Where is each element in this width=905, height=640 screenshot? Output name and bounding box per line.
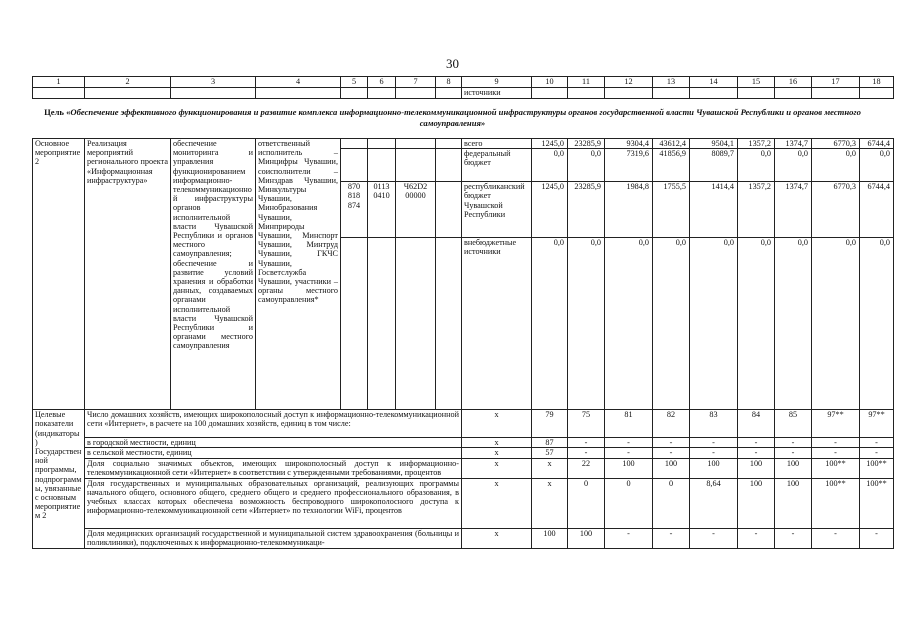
indicator-value: - bbox=[568, 448, 605, 458]
funding-value: 0,0 bbox=[690, 238, 738, 410]
funding-value: 9304,4 bbox=[605, 139, 653, 149]
funding-value: 23285,9 bbox=[568, 182, 605, 238]
indicator-value: - bbox=[653, 438, 690, 448]
indicator-value: 0 bbox=[568, 478, 605, 528]
funding-row bbox=[33, 139, 894, 149]
funding-value: 0,0 bbox=[653, 238, 690, 410]
indicator-value: - bbox=[860, 448, 894, 458]
indicator-value: - bbox=[812, 448, 860, 458]
funding-value: 0,0 bbox=[775, 149, 812, 182]
empty-cell bbox=[368, 139, 396, 149]
sources-subheader: источники bbox=[462, 88, 532, 99]
funding-value: 6770,3 bbox=[812, 182, 860, 238]
funding-value: 0,0 bbox=[775, 238, 812, 410]
indicator-value: 82 bbox=[653, 410, 690, 438]
indicator-value: 100 bbox=[653, 458, 690, 478]
indicator-value: 81 bbox=[605, 410, 653, 438]
indicator-value: - bbox=[812, 438, 860, 448]
funding-value: 0,0 bbox=[738, 149, 775, 182]
column-number: 9 bbox=[462, 77, 532, 88]
indicator-value: - bbox=[605, 528, 653, 548]
empty-cell bbox=[396, 149, 436, 182]
indicator-value: - bbox=[860, 528, 894, 548]
indicator-value: 100** bbox=[860, 458, 894, 478]
indicator-value: х bbox=[462, 410, 532, 438]
indicator-value: 100 bbox=[775, 458, 812, 478]
funding-value: 9504,1 bbox=[690, 139, 738, 149]
column-number: 16 bbox=[775, 77, 812, 88]
indicator-row bbox=[33, 458, 894, 478]
activity-name: Реализация мероприятий регионального проекта «Информационная инфраструктура» bbox=[85, 139, 171, 410]
indicator-value: 83 bbox=[690, 410, 738, 438]
indicator-value: - bbox=[860, 438, 894, 448]
column-number: 18 bbox=[860, 77, 894, 88]
activity-table bbox=[32, 138, 894, 549]
funding-value: 1357,2 bbox=[738, 139, 775, 149]
funding-value: 0,0 bbox=[738, 238, 775, 410]
funding-value: 1374,7 bbox=[775, 182, 812, 238]
indicator-row bbox=[33, 448, 894, 458]
funding-value: 23285,9 bbox=[568, 139, 605, 149]
funding-value: 7319,6 bbox=[605, 149, 653, 182]
funding-value: 0,0 bbox=[605, 238, 653, 410]
indicator-value: 100** bbox=[812, 458, 860, 478]
indicator-row bbox=[33, 528, 894, 548]
indicator-text: Число домашних хозяйств, имеющих широкополосный доступ к информационно-телекоммуникационной сети «Интернет», в расчете на 100 домашних хозяйств, единиц в том числе: bbox=[85, 410, 462, 438]
column-number: 12 bbox=[605, 77, 653, 88]
indicator-value: - bbox=[738, 448, 775, 458]
column-number: 4 bbox=[256, 77, 341, 88]
indicator-value: 100** bbox=[860, 478, 894, 528]
empty-cell bbox=[341, 149, 368, 182]
funding-value: 0,0 bbox=[568, 149, 605, 182]
column-number-row bbox=[33, 77, 894, 88]
indicator-value: х bbox=[462, 458, 532, 478]
activity-purpose: обеспечение мониторинга и управления функционированием информационно-телекоммуникационной инфраструктуры органов исполнительной власти Чувашской Республики и органов местного самоуправления; обеспечение и развитие условий хранения и обработки данных, создаваемых органами исполнительной власти Чувашской Республики и органами местного самоуправления bbox=[171, 139, 256, 410]
column-number: 6 bbox=[368, 77, 396, 88]
indicator-value: 97** bbox=[860, 410, 894, 438]
funding-value: 0,0 bbox=[860, 149, 894, 182]
column-number: 5 bbox=[341, 77, 368, 88]
page-number: 30 bbox=[446, 56, 459, 71]
funding-value: 1755,5 bbox=[653, 182, 690, 238]
indicator-value: 100 bbox=[738, 478, 775, 528]
indicator-value: - bbox=[605, 448, 653, 458]
indicator-value: - bbox=[690, 438, 738, 448]
indicator-value: - bbox=[690, 448, 738, 458]
column-number: 7 bbox=[396, 77, 436, 88]
funding-value: 1357,2 bbox=[738, 182, 775, 238]
empty-cell bbox=[436, 238, 462, 410]
indicator-row bbox=[33, 410, 894, 438]
indicator-value: - bbox=[568, 438, 605, 448]
indicator-value: 100 bbox=[532, 528, 568, 548]
empty-cell bbox=[341, 139, 368, 149]
column-number: 15 bbox=[738, 77, 775, 88]
column-number: 2 bbox=[85, 77, 171, 88]
indicator-value: - bbox=[775, 438, 812, 448]
activity-label: Основное мероприятие 2 bbox=[33, 139, 85, 410]
column-number: 1 bbox=[33, 77, 85, 88]
funding-value: 0,0 bbox=[812, 238, 860, 410]
indicator-value: 22 bbox=[568, 458, 605, 478]
indicator-value: 0 bbox=[653, 478, 690, 528]
column-number: 13 bbox=[653, 77, 690, 88]
column-number: 3 bbox=[171, 77, 256, 88]
indicator-value: 100 bbox=[775, 478, 812, 528]
indicator-value: - bbox=[605, 438, 653, 448]
indicator-value: 0 bbox=[605, 478, 653, 528]
indicator-value: - bbox=[775, 448, 812, 458]
grbs-code: 870 818 874 bbox=[341, 182, 368, 238]
indicator-value: 8,64 bbox=[690, 478, 738, 528]
indicator-value: - bbox=[738, 438, 775, 448]
funding-value: 0,0 bbox=[532, 238, 568, 410]
column-number: 14 bbox=[690, 77, 738, 88]
empty-cell bbox=[396, 238, 436, 410]
goal-title: Обеспечение эффективного функционирования и развитие комплекса информационно-телекоммуникационной инфраструктуры органов государственной власти Чувашской Республики и органов местного самоуправления bbox=[70, 107, 861, 128]
column-subheader-row bbox=[33, 88, 894, 99]
indicator-value: х bbox=[462, 478, 532, 528]
indicator-value: - bbox=[690, 528, 738, 548]
indicator-value: 97** bbox=[812, 410, 860, 438]
empty-cell bbox=[436, 139, 462, 149]
indicator-value: - bbox=[812, 528, 860, 548]
funding-value: 6744,4 bbox=[860, 139, 894, 149]
indicator-value: 79 bbox=[532, 410, 568, 438]
column-number-header bbox=[32, 76, 894, 99]
empty-cell bbox=[368, 238, 396, 410]
funding-value: 1245,0 bbox=[532, 182, 568, 238]
column-number: 17 bbox=[812, 77, 860, 88]
funding-value: 1245,0 bbox=[532, 139, 568, 149]
csr-code: Ч62D2 00000 bbox=[396, 182, 436, 238]
indicator-text: в сельской местности, единиц bbox=[85, 448, 462, 458]
indicator-value: 75 bbox=[568, 410, 605, 438]
indicator-value: - bbox=[653, 528, 690, 548]
goal-prefix: Цель « bbox=[44, 107, 71, 117]
indicator-text: Доля медицинских организаций государственной и муниципальной систем здравоохранения (больницы и поликлиники), подключенных к информационно-телекоммуникаци- bbox=[85, 528, 462, 548]
funding-value: 6744,4 bbox=[860, 182, 894, 238]
goal-suffix: » bbox=[480, 118, 486, 128]
empty-cell bbox=[396, 139, 436, 149]
indicator-text: Доля социально значимых объектов, имеющих широкополосный доступ к информационно-телекоммуникационной сети «Интернет» в соответствии с утвержденными требованиями, процентов bbox=[85, 458, 462, 478]
indicator-value: - bbox=[738, 528, 775, 548]
funding-value: 41856,9 bbox=[653, 149, 690, 182]
funding-source: всего bbox=[462, 139, 532, 149]
goal-heading bbox=[32, 107, 873, 129]
funding-source: федеральный бюджет bbox=[462, 149, 532, 182]
funding-value: 0,0 bbox=[860, 238, 894, 410]
indicators-label: Целевые показатели (индикаторы) Государственной программы, подпрограммы, увязанные с основным мероприятием 2 bbox=[33, 410, 85, 548]
funding-value: 1374,7 bbox=[775, 139, 812, 149]
funding-source: внебюджетные источники bbox=[462, 238, 532, 410]
indicator-row bbox=[33, 478, 894, 528]
indicator-text: в городской местности, единиц bbox=[85, 438, 462, 448]
funding-source: республиканский бюджет Чувашской Республики bbox=[462, 182, 532, 238]
indicator-value: 57 bbox=[532, 448, 568, 458]
indicator-value: х bbox=[462, 438, 532, 448]
indicator-row bbox=[33, 438, 894, 448]
indicator-value: 85 bbox=[775, 410, 812, 438]
indicator-value: 100** bbox=[812, 478, 860, 528]
indicator-value: х bbox=[462, 448, 532, 458]
indicator-value: 100 bbox=[568, 528, 605, 548]
indicator-value: - bbox=[775, 528, 812, 548]
funding-value: 1984,8 bbox=[605, 182, 653, 238]
activity-executors: ответственный исполнитель – Минцифры Чувашии, соисполнители – Минздрав Чувашии, Минкультуры Чувашии, Минобразования Чувашии, Минприроды Чувашии, Минспорт Чувашии, Минтруд Чувашии, ГКЧС Чувашии, Госветслужба Чувашии, участники – органы местного самоуправления* bbox=[256, 139, 341, 410]
indicator-text: Доля государственных и муниципальных образовательных организаций, реализующих программы начального общего, основного общего, среднего общего и среднего профессионального образования, в учебных классах которых обеспечена возможность беспроводного широкополосного доступа к информационно-телекоммуникационной сети «Интернет» по технологии WiFi, процентов bbox=[85, 478, 462, 528]
empty-cell bbox=[368, 149, 396, 182]
indicator-value: 100 bbox=[605, 458, 653, 478]
funding-value: 8089,7 bbox=[690, 149, 738, 182]
empty-cell bbox=[341, 238, 368, 410]
column-number: 11 bbox=[568, 77, 605, 88]
column-number: 8 bbox=[436, 77, 462, 88]
indicator-value: х bbox=[532, 478, 568, 528]
column-number: 10 bbox=[532, 77, 568, 88]
indicator-value: 84 bbox=[738, 410, 775, 438]
funding-value: 43612,4 bbox=[653, 139, 690, 149]
funding-value: 0,0 bbox=[568, 238, 605, 410]
funding-value: 0,0 bbox=[812, 149, 860, 182]
rz-code: 0113 0410 bbox=[368, 182, 396, 238]
funding-value: 1414,4 bbox=[690, 182, 738, 238]
funding-value: 6770,3 bbox=[812, 139, 860, 149]
indicator-value: х bbox=[532, 458, 568, 478]
indicator-value: 100 bbox=[690, 458, 738, 478]
indicator-value: - bbox=[653, 448, 690, 458]
indicator-value: 100 bbox=[738, 458, 775, 478]
empty-cell bbox=[436, 149, 462, 182]
indicator-value: 87 bbox=[532, 438, 568, 448]
indicator-value: х bbox=[462, 528, 532, 548]
vr-code bbox=[436, 182, 462, 238]
funding-value: 0,0 bbox=[532, 149, 568, 182]
